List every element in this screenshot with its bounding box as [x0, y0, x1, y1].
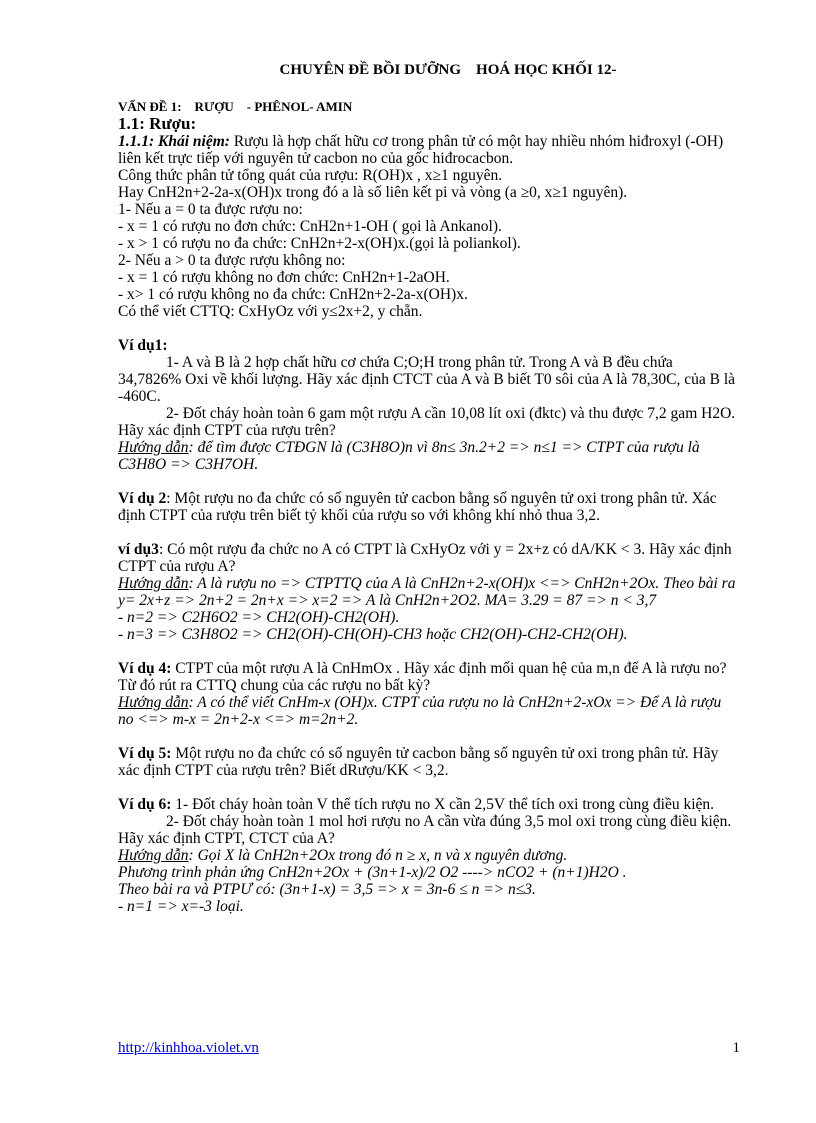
example-5: Ví dụ 5: Một rượu no đa chức có số nguyên tử cacbon bằng số nguyên tử oxi trong phân tử. Hãy xác định CTPT của rượu trên? Biết dRượu/KK < 3,2. [118, 745, 719, 779]
example-6-hint-line: - n=1 => x=-3 loại. [118, 898, 244, 915]
concept-paragraph: 1.1.1: Khái niệm: Rượu là hợp chất hữu cơ trong phân tử có một hay nhiều nhóm hiđroxyl (-OH) liên kết trực tiếp với nguyên tử cacbon no của gốc hiđrocacbon. [118, 133, 724, 167]
intro-line: 1- Nếu a = 0 ta được rượu no: [118, 201, 303, 218]
intro-line: - x = 1 có rượu không no đơn chức: CnH2n+1-2aOH. [118, 269, 450, 286]
example-6-hint-line: Theo bài ra và PTPƯ có: (3n+1-x) = 3,5 => x = 3n-6 ≤ n => n≤3. [118, 881, 536, 898]
example-3-line: - n=2 => C2H6O2 => CH2(OH)-CH2(OH). [118, 609, 400, 626]
intro-line: Có thể viết CTTQ: CxHyOz với y≤2x+2, y chẵn. [118, 303, 423, 320]
page-footer [118, 1040, 740, 1057]
example-1-part-1: 1- A và B là 2 hợp chất hữu cơ chứa C;O;H trong phân tử. Trong A và B đều chứa 34,7826% Oxi về khối lượng. Hãy xác định CTCT của A và B biết T0 sôi của A là 78,30C, của B là -460C. [118, 354, 736, 405]
example-3-hint: Hướng dẫn: A là rượu no => CTPTTQ của A là CnH2n+2-x(OH)x <=> CnH2n+2Ox. Theo bài ra y= 2x+z => 2n+2 = 2n+x => x=2 => A là CnH2n+2O2. MA= 3.29 = 87 => n < 3,7 [118, 575, 736, 609]
example-3: ví dụ3: Có một rượu đa chức no A có CTPT là CxHyOz với y = 2x+z có dA/KK < 3. Hãy xác định CTPT của rượu A? [118, 541, 732, 575]
example-2: Ví dụ 2: Một rượu no đa chức có số nguyên tử cacbon bằng số nguyên tử oxi trong phân tử. Xác định CTPT của rượu trên biết tỷ khối của rượu so với không khí nhỏ thua 3,2. [118, 490, 717, 524]
formula-line: Hay CnH2n+2-2a-x(OH)x trong đó a là số liên kết pi và vòng (a ≥0, x≥1 nguyên). [118, 184, 628, 201]
subsection-heading: 1.1: Rượu: [118, 114, 197, 133]
intro-line: - x> 1 có rượu không no đa chức: CnH2n+2-2a-x(OH)x. [118, 286, 468, 303]
page-number: 1 [732, 1040, 740, 1056]
example-1-part-2: 2- Đốt cháy hoàn toàn 6 gam một rượu A cần 10,08 lít oxi (đktc) và thu được 7,2 gam H2O. Hãy xác định CTPT của rượu trên? [118, 405, 736, 439]
document-title: CHUYÊN ĐỀ BỒI DƯỠNG HOÁ HỌC KHỐI 12- [279, 62, 617, 78]
general-formula: Công thức phân tử tổng quát của rượu: R(OH)x , x≥1 nguyên. [118, 167, 503, 184]
section-heading: VẤN ĐỀ 1: RƯỢU - PHÊNOL- AMIN [118, 99, 353, 114]
document-body [118, 62, 738, 915]
footer-link[interactable]: http://kinhhoa.violet.vn [118, 1040, 259, 1056]
example-6-hint-line: Phương trình phản ứng CnH2n+2Ox + (3n+1-x)/2 O2 ----> nCO2 + (n+1)H2O . [118, 864, 627, 881]
example-4: Ví dụ 4: CTPT của một rượu A là CnHmOx . Hãy xác định mối quan hệ của m,n để A là rượu no? Từ đó rút ra CTTQ chung của các rượu no bất kỳ? [118, 660, 727, 694]
intro-line: - x = 1 có rượu no đơn chức: CnH2n+1-OH ( gọi là Ankanol). [118, 218, 502, 235]
example-6: Ví dụ 6: 1- Đốt cháy hoàn toàn V thể tích rượu no X cần 2,5V thể tích oxi trong cùng điều kiện. [118, 796, 715, 813]
example-6-part-2: 2- Đốt cháy hoàn toàn 1 mol hơi rượu no A cần vừa đúng 3,5 mol oxi trong cùng điều kiện. Hãy xác định CTPT, CTCT của A? [118, 813, 732, 847]
example-1-label: Ví dụ1: [118, 337, 168, 354]
intro-line: 2- Nếu a > 0 ta được rượu không no: [118, 252, 346, 269]
example-1-hint: Hướng dẫn: để tìm được CTĐGN là (C3H8O)n vì 8n≤ 3n.2+2 => n≤1 => CTPT của rượu là C3H8O => C3H7OH. [118, 439, 700, 473]
intro-line: - x > 1 có rượu no đa chức: CnH2n+2-x(OH)x.(gọi là poliankol). [118, 235, 521, 252]
example-3-line: - n=3 => C3H8O2 => CH2(OH)-CH(OH)-CH3 hoặc CH2(OH)-CH2-CH2(OH). [118, 626, 628, 643]
example-6-hint: Hướng dẫn: Gọi X là CnH2n+2Ox trong đó n ≥ x, n và x nguyên dương. [118, 847, 568, 864]
example-4-hint: Hướng dẫn: A có thể viết CnHm-x (OH)x. CTPT của rượu no là CnH2n+2-xOx => Để A là rượu no <=> m-x = 2n+2-x <=> m=2n+2. [118, 694, 722, 728]
